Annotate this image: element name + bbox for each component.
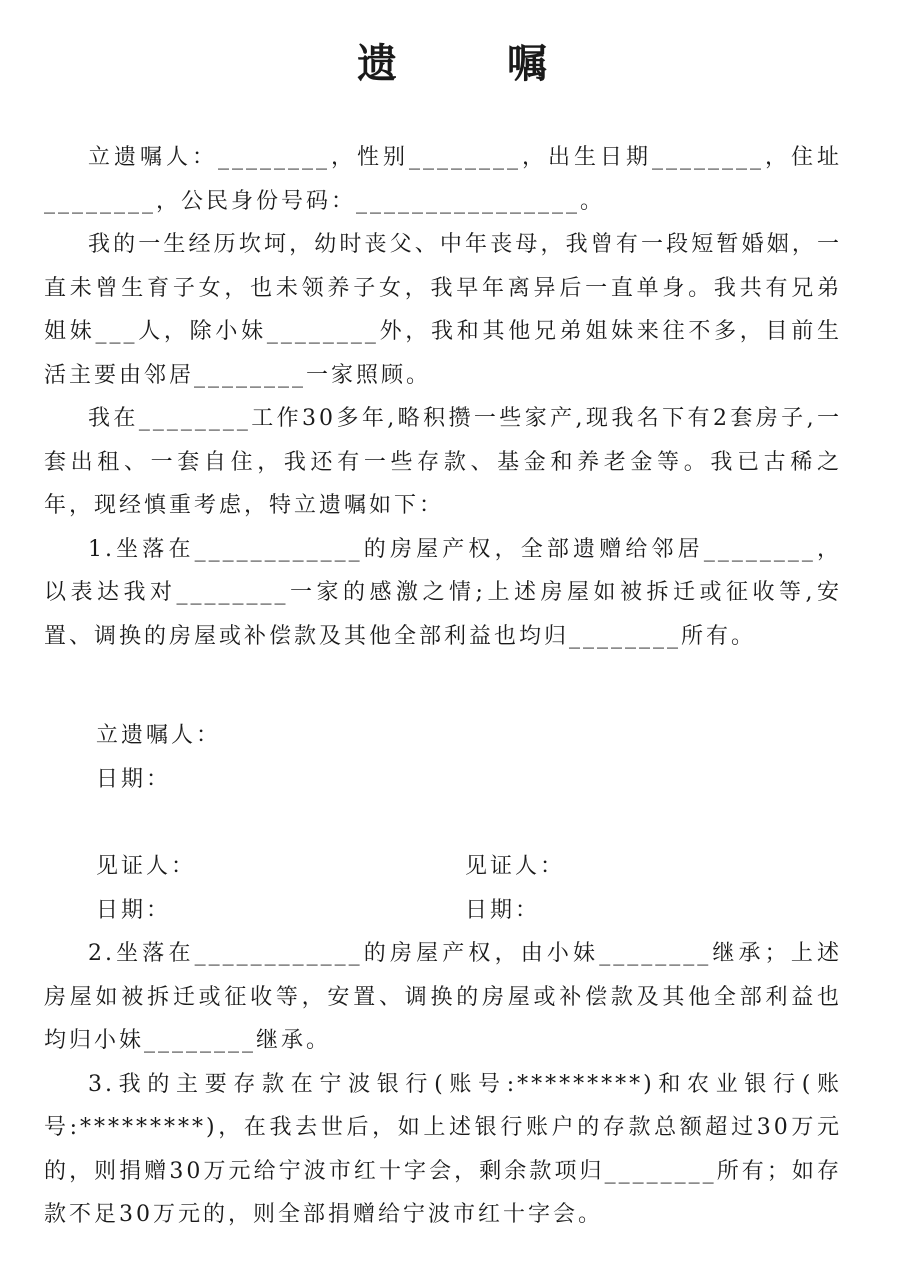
paragraph-life-history: 我的一生经历坎坷，幼时丧父、中年丧母，我曾有一段短暂婚姻，一直未曾生育子女，也未领养子女，我早年离异后一直单身。我共有兄弟姐妹___人，除小妹________外，我和其他兄弟姐妹来往不多，目前生活主要由邻居________一家照顾。 xyxy=(44,232,842,388)
testator-date-label: 日期： xyxy=(96,766,172,792)
paragraph-clause-2: 2.坐落在____________的房屋产权，由小妹________继承；上述房屋如被拆迁或征收等，安置、调换的房屋或补偿款及其他全部利益也均归小妹________继承。 xyxy=(44,941,842,1053)
spacer xyxy=(44,801,842,845)
paragraph-testator-info: 立遗嘱人：________，性别________，出生日期________，住址________，公民身份号码：________________。 xyxy=(44,145,842,214)
witness-left-date-label: 日期： xyxy=(96,897,172,923)
testator-signature-label: 立遗嘱人： xyxy=(96,723,222,748)
witness-right-label: 见证人： xyxy=(465,854,566,879)
spacer xyxy=(44,658,842,714)
witness-date-row xyxy=(44,889,842,933)
witness-row xyxy=(44,845,842,889)
paragraph-assets: 我在________工作30多年,略积攒一些家产,现我名下有2套房子,一套出租、一套自住，我还有一些存款、基金和养老金等。我已古稀之年，现经慎重考虑，特立遗嘱如下： xyxy=(44,406,842,518)
witness-left-label: 见证人： xyxy=(96,854,197,879)
document-title: 遗 嘱 xyxy=(357,41,595,87)
witness-right-date-label: 日期： xyxy=(465,897,541,923)
paragraph-clause-1: 1.坐落在____________的房屋产权，全部遗赠给邻居________，以表达我对________一家的感激之情;上述房屋如被拆迁或征收等,安置、调换的房屋或补偿款及其他全部利益也均归________所有。 xyxy=(44,536,842,649)
document-body xyxy=(44,136,842,1237)
paragraph-clause-3: 3.我的主要存款在宁波银行(账号:*********)和农业银行(账号:*********)，在我去世后，如上述银行账户的存款总额超过30万元的，则捐赠30万元给宁波市红十字会，剩余款项归________所有；如存款不足30万元的，则全部捐赠给宁波市红十字会。 xyxy=(44,1071,842,1227)
